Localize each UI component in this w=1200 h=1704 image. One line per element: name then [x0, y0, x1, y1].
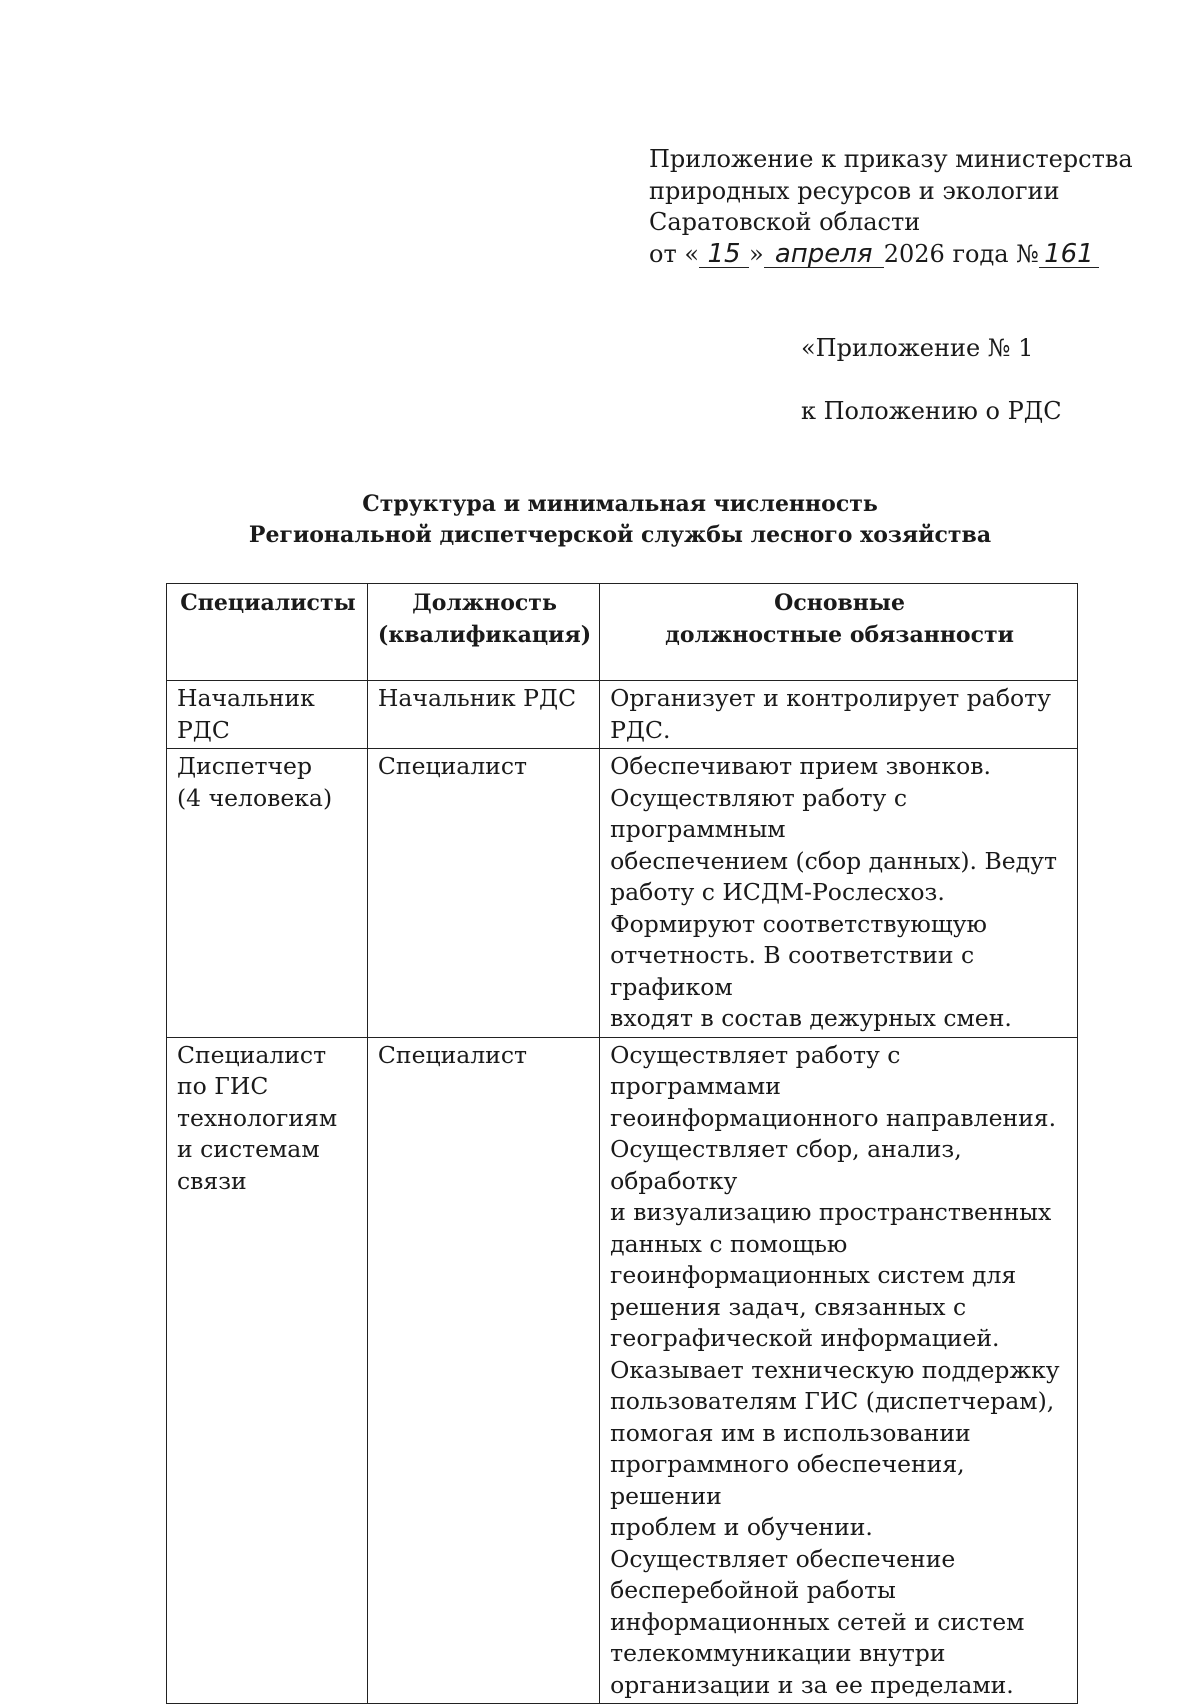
- appendix-reference: к Положению о РДС: [801, 397, 1062, 425]
- header-position: Должность (квалификация): [367, 584, 599, 681]
- header-date-line: [649, 239, 1109, 271]
- cell-position: Начальник РДС: [367, 681, 599, 749]
- title-line-1: Структура и минимальная численность: [362, 491, 878, 517]
- cell-specialist: Диспетчер (4 человека): [167, 749, 368, 1038]
- handwritten-month: апреля: [764, 241, 884, 268]
- table-header-row: [167, 584, 1078, 681]
- date-mid: »: [749, 239, 764, 268]
- cell-position: Специалист: [367, 1037, 599, 1704]
- document-title: [160, 489, 1080, 551]
- staff-structure-table: [166, 583, 1078, 1704]
- header-specialists: Специалисты: [167, 584, 368, 681]
- approval-header: [649, 144, 1133, 270]
- title-line-2: Региональной диспетчерской службы лесного хозяйства: [248, 522, 992, 548]
- header-line-1: Приложение к приказу министерства: [649, 145, 1133, 173]
- header-duties: Основные должностные обязанности: [600, 584, 1078, 681]
- cell-duties: Осуществляет работу с программами геоинформационного направления. Осуществляет сбор, анализ, обработку и визуализацию пространственных данных с помощью геоинформационных систем для решения задач, связанных с географической информацией. Оказывает техническую поддержку пользователям ГИС (диспетчерам), помогая им в использовании программного обеспечения, решении проблем и обучении. Осуществляет обеспечение бесперебойной работы информационных сетей и систем телекоммуникации внутри организации и за ее пределами.: [600, 1037, 1078, 1704]
- table-row: [167, 1037, 1078, 1704]
- cell-specialist: Начальник РДС: [167, 681, 368, 749]
- handwritten-day: 15: [699, 241, 749, 268]
- date-year: 2026 года №: [883, 239, 1039, 268]
- date-prefix: от «: [649, 239, 700, 268]
- table-row: [167, 681, 1078, 749]
- header-line-2: природных ресурсов и экологии: [649, 176, 1060, 205]
- cell-specialist: Специалист по ГИС технологиям и системам связи: [167, 1037, 368, 1704]
- handwritten-order-number: 161: [1039, 241, 1099, 268]
- appendix-number: «Приложение № 1: [801, 334, 1034, 362]
- cell-duties: Обеспечивают прием звонков. Осуществляют работу с программным обеспечением (сбор данных). Ведут работу с ИСДМ-Рослесхоз. Формируют соответствующую отчетность. В соответствии с графиком входят в состав дежурных смен.: [600, 749, 1078, 1038]
- table-row: [167, 749, 1078, 1038]
- header-line-3: Саратовской области: [649, 208, 921, 236]
- cell-position: Специалист: [367, 749, 599, 1038]
- cell-duties: Организует и контролирует работу РДС.: [600, 681, 1078, 749]
